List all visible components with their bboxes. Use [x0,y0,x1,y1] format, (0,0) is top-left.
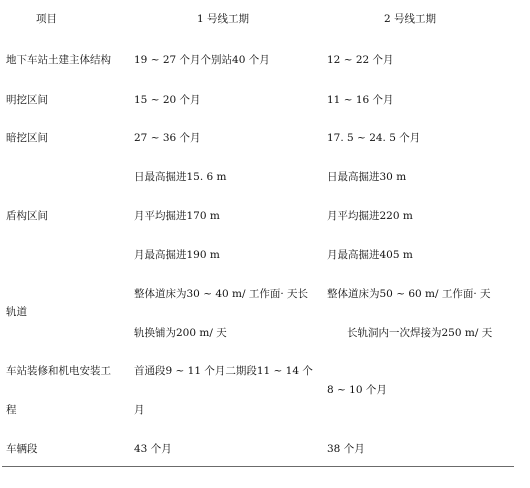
row-line2-value: 日最高掘进30 m [327,171,407,183]
row-label: 明挖区间 [6,94,48,106]
header-line2: 2 号线工期 [384,13,437,25]
row-line2-value: 整体道床为50 ~ 60 m/ 工作面· 天 [327,288,491,300]
row-line1-value: 日最高掘进15. 6 m [134,171,227,183]
row-label: 盾构区间 [6,210,48,222]
row-label: 车站装修和机电安装工 [6,365,111,377]
header-line1: 1 号线工期 [197,13,250,25]
row-line1-value: 整体道床为30 ~ 40 m/ 工作面· 天长 [134,288,309,300]
row-label: 程 [6,404,17,416]
table-bottom-rule [2,466,514,467]
row-line1-value: 27 ~ 36 个月 [134,132,201,144]
header-item: 项目 [36,13,57,25]
row-line2-value: 8 ~ 10 个月 [327,384,387,396]
row-line1-value: 15 ~ 20 个月 [134,94,201,106]
row-line2-value: 38 个月 [327,443,365,455]
row-label: 地下车站土建主体结构 [6,54,111,66]
row-line1-value: 19 ~ 27 个月个别站40 个月 [134,54,270,66]
row-line1-value: 月 [134,404,145,416]
row-label: 车辆段 [6,443,38,455]
row-label: 暗挖区间 [6,132,48,144]
row-line1-value: 43 个月 [134,443,172,455]
row-line1-value: 月最高掘进190 m [134,249,220,261]
row-line1-value: 月平均掘进170 m [134,210,220,222]
row-line1-value: 首通段9 ~ 11 个月二期段11 ~ 14 个 [134,365,313,377]
row-line2-value: 11 ~ 16 个月 [327,94,394,106]
row-line2-value: 月平均掘进220 m [327,210,413,222]
row-line1-value: 轨换铺为200 m/ 天 [134,327,227,339]
row-label: 轨道 [6,306,27,318]
row-line2-value: 12 ~ 22 个月 [327,54,394,66]
row-line2-value: 17. 5 ~ 24. 5 个月 [327,132,421,144]
row-line2-value: 长轨洞内一次焊接为250 m/ 天 [347,327,493,339]
row-line2-value: 月最高掘进405 m [327,249,413,261]
